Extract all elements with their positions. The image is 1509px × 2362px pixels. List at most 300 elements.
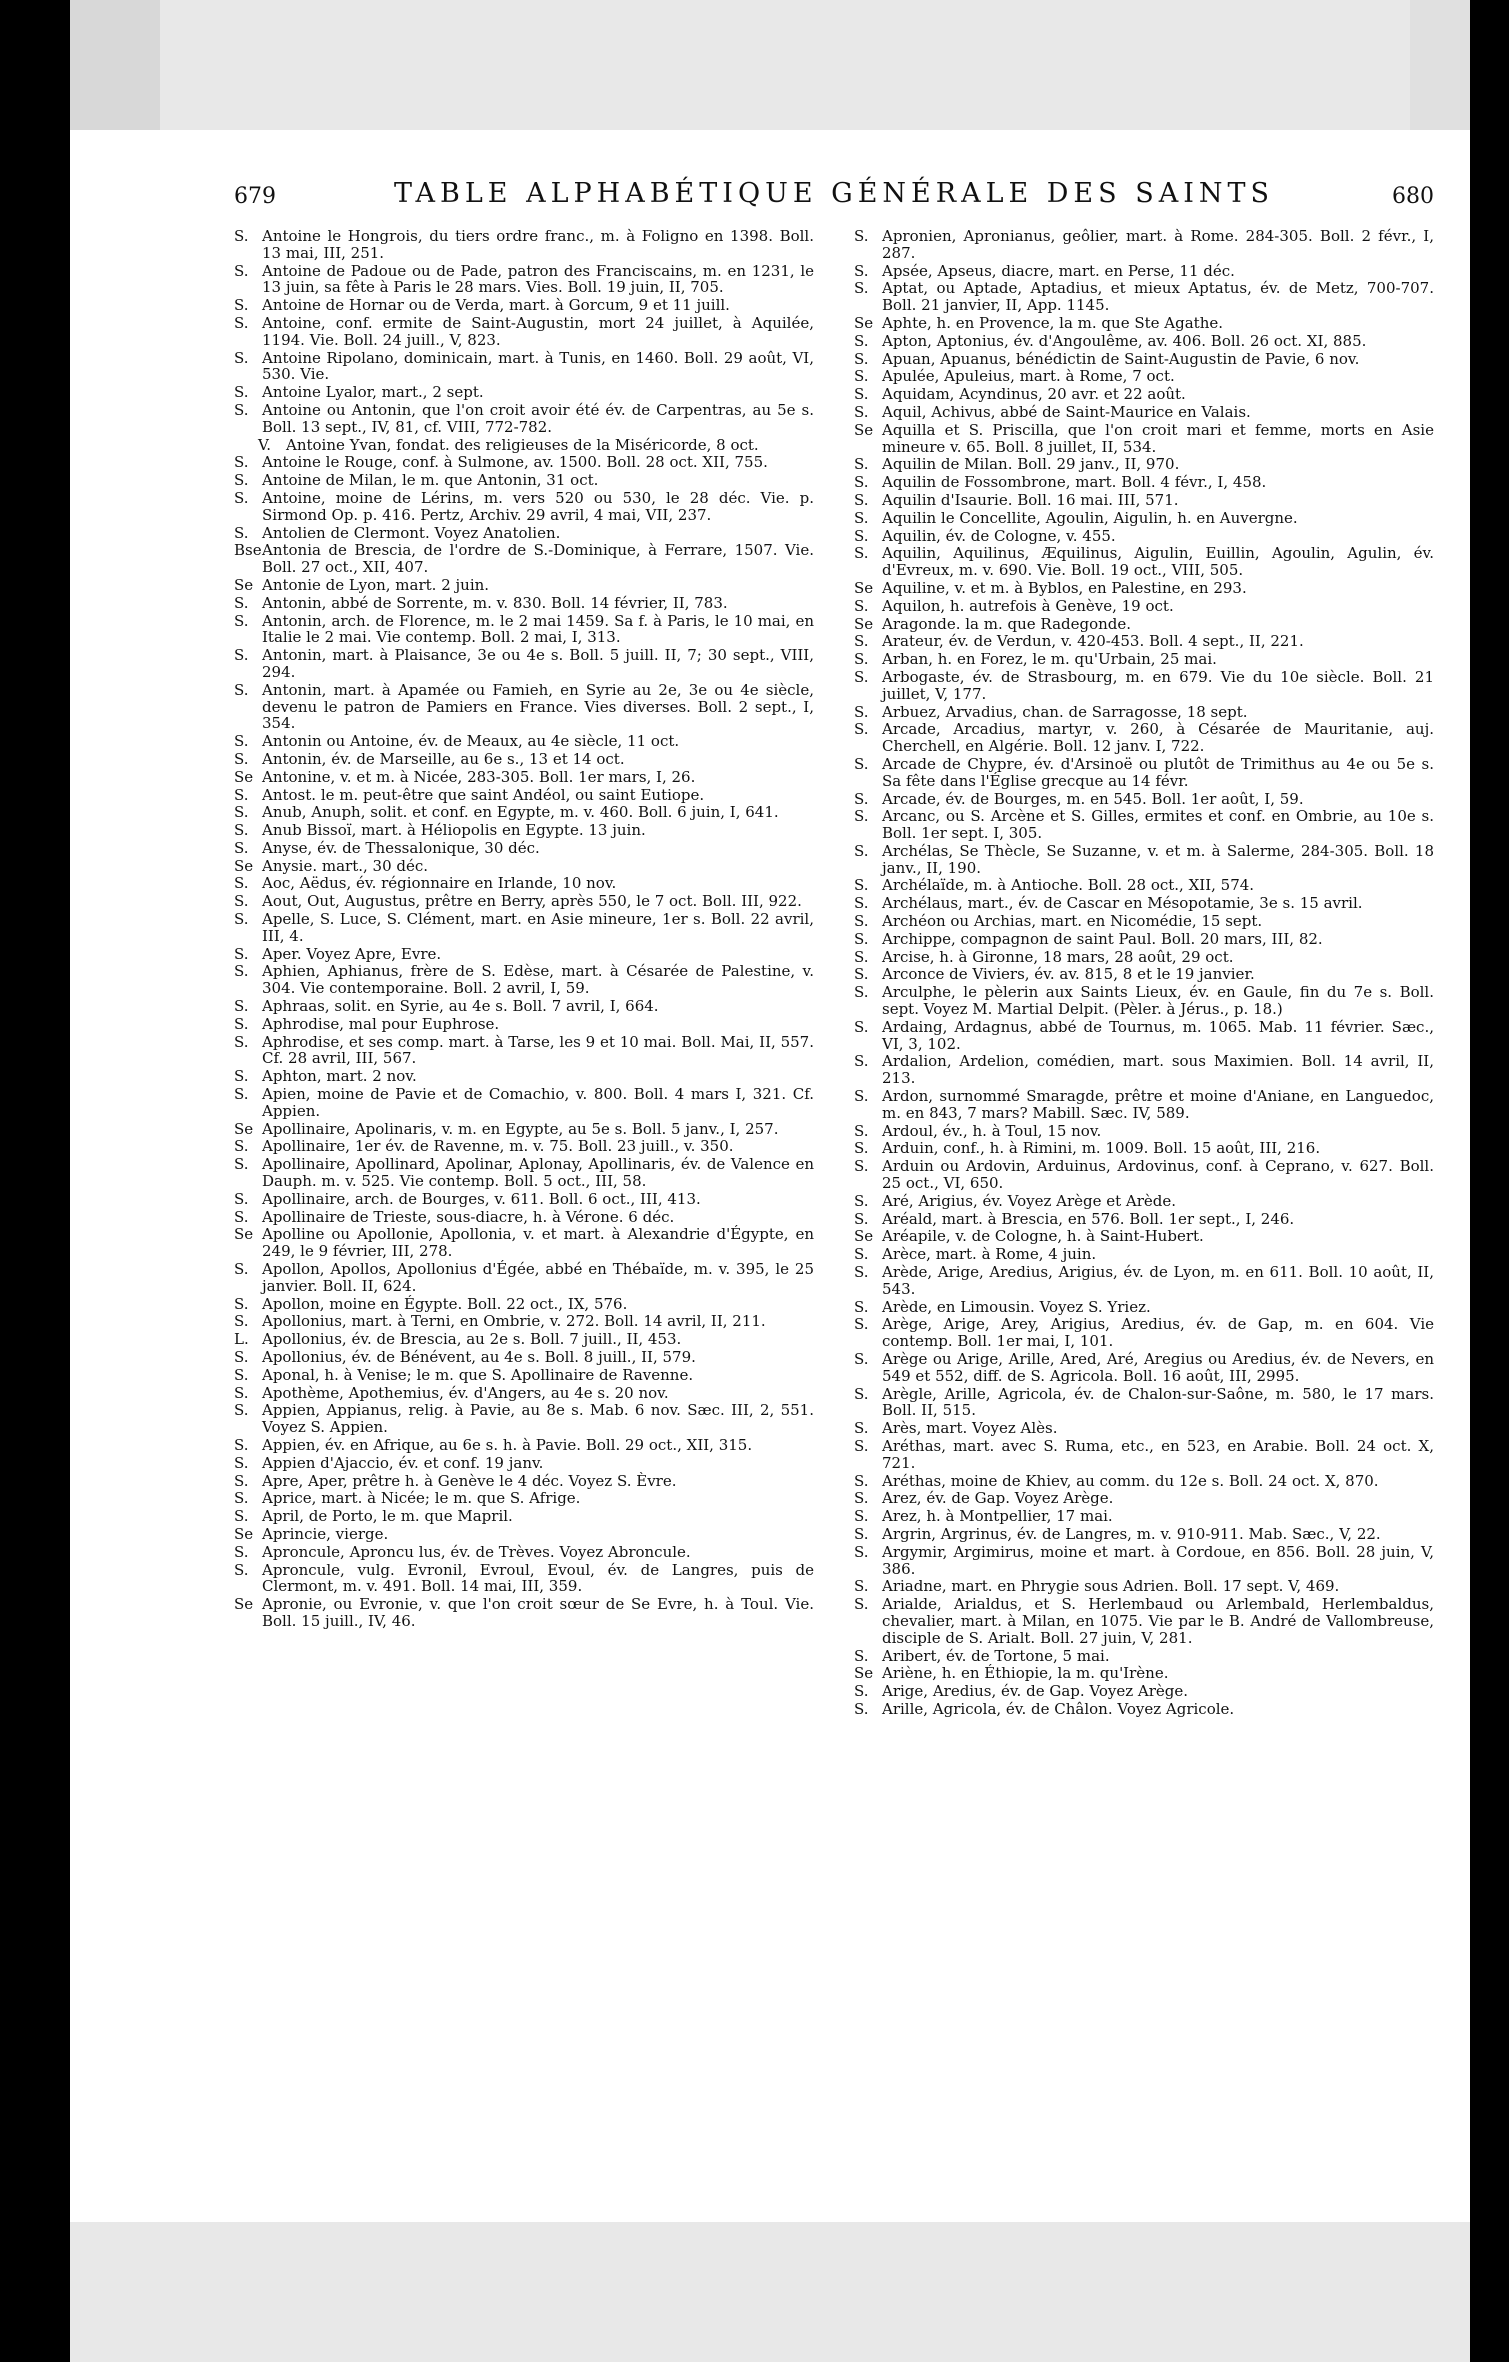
entry-prefix: S. [854,1507,869,1526]
entry-prefix: Se [854,614,874,633]
index-entry [234,804,814,821]
entry-text: Antonin, abbé de Sorrente, m. v. 830. Boll. 14 février, II, 783. [262,593,728,612]
index-entry [234,1349,814,1366]
entry-text: Antoine le Rouge, conf. à Sulmone, av. 1500. Boll. 28 oct. XII, 755. [262,453,768,472]
entry-text: Archélas, Se Thècle, Se Suzanne, v. et m. à Salerme, 284-305. Boll. 18 janv., II, 190. [882,841,1434,877]
entry-text: Aquilin de Milan. Boll. 29 janv., II, 970. [882,455,1180,474]
index-entry [234,1068,814,1085]
entry-text: Aquilin le Concellite, Agoulin, Aigulin, h. en Auvergne. [882,508,1298,527]
entry-prefix: S. [234,838,249,857]
entry-text: Anysie. mart., 30 déc. [262,856,429,875]
entry-text: Apien, moine de Pavie et de Comachio, v. 800. Boll. 4 mars I, 321. Cf. Appien. [262,1085,814,1120]
index-entry [234,1191,814,1208]
entry-text: Aréthas, moine de Khiev, au comm. du 12e s. Boll. 24 oct. X, 870. [882,1471,1379,1490]
entry-prefix: S. [854,490,869,509]
index-entry [854,1264,1434,1298]
entry-text: Arègle, Arille, Agricola, év. de Chalon-sur-Saône, m. 580, le 17 mars. Boll. II, 515. [882,1384,1434,1420]
index-entry [234,769,814,786]
entry-text: Aquilin de Fossombrone, mart. Boll. 4 févr., I, 458. [882,473,1267,492]
entry-text: Aphton, mart. 2 nov. [262,1067,417,1086]
index-entry [854,1316,1434,1350]
index-entry [234,1209,814,1226]
entry-text: Ariène, h. en Éthiopie, la m. qu'Irène. [882,1664,1169,1683]
index-entry [234,454,814,471]
entry-text: Aré, Arigius, év. Voyez Arège et Arède. [882,1191,1177,1210]
index-entry [854,598,1434,615]
entry-prefix: Se [854,1664,874,1683]
index-entry [854,1683,1434,1700]
entry-text: Aragonde. la m. que Radegonde. [882,614,1132,633]
entry-text: Apronie, ou Evronie, v. que l'on croit sœur de Se Evre, h. à Toul. Vie. Boll. 15 juill., IV, 46. [262,1595,814,1630]
entry-prefix: S. [854,1646,869,1665]
scan-top-border [70,0,1470,130]
entry-text: Aponal, h. à Venise; le m. que S. Apollinaire de Ravenne. [262,1365,694,1384]
entry-prefix: S. [854,1017,869,1036]
index-entry [234,595,814,612]
index-entry [854,333,1434,350]
index-entry [854,1526,1434,1543]
entry-prefix: S. [854,1297,869,1316]
entry-prefix: S. [234,1401,249,1420]
entry-text: Antonin, mart. à Plaisance, 3e ou 4e s. Boll. 5 juill. II, 7; 30 sept., VIII, 294. [262,646,814,681]
entry-prefix: S. [854,367,869,386]
entry-prefix: S. [854,1052,869,1071]
entry-text: Aquidam, Acyndinus, 20 avr. et 22 août. [882,385,1186,404]
index-entry [854,1490,1434,1507]
entry-text: Antoine, moine de Lérins, m. vers 520 ou 530, le 28 déc. Vie. p. Sirmond Op. p. 416. Pertz, Archiv. 29 avril, 4 mai, VII, 237. [262,488,814,524]
entry-text: Anyse, év. de Thessalonique, 30 déc. [262,838,540,857]
entry-text: April, de Porto, le m. que Mapril. [262,1507,513,1526]
index-entry [234,647,814,681]
entry-text: Antoine ou Antonin, que l'on croit avoir été év. de Carpentras, au 5e s. Boll. 13 sept., IV, 81, cf. VIII, 772-782. [262,400,814,436]
index-entry [234,911,814,945]
index-entry [854,1228,1434,1245]
index-entry [854,1158,1434,1192]
entry-prefix: Se [234,1524,254,1543]
index-entry [234,1313,814,1330]
entry-text: Arconce de Viviers, év. av. 815, 8 et le 19 janvier. [882,965,1255,984]
entry-prefix: S. [234,1155,249,1174]
entry-text: Anub, Anuph, solit. et conf. en Egypte, m. v. 460. Boll. 6 juin, I, 641. [262,803,779,822]
index-entry [234,893,814,910]
index-entry [854,949,1434,966]
entry-text: Antonine, v. et m. à Nicée, 283-305. Boll. 1er mars, I, 26. [262,767,696,786]
index-entry [234,1402,814,1436]
entry-text: Antonie de Lyon, mart. 2 juin. [262,575,490,594]
index-entry [234,733,814,750]
entry-text: Apollonius, mart. à Terni, en Ombrie, v. 272. Boll. 14 avril, II, 211. [262,1312,766,1331]
index-entry [234,228,814,262]
index-entry [234,263,814,297]
index-entry [234,1121,814,1138]
entry-text: Antoine, conf. ermite de Saint-Augustin, mort 24 juillet, à Aquilée, 1194. Vie. Boll. 24 juill., V, 823. [262,313,814,349]
index-entry [854,1211,1434,1228]
entry-text: Aquilla et S. Priscilla, que l'on croit mari et femme, morts en Asie mineure v. 65. Boll. 8 juillet, II, 534. [882,420,1434,456]
entry-prefix: S. [854,544,869,563]
index-entry [854,633,1434,650]
index-entry [234,1226,814,1260]
index-entry [854,492,1434,509]
index-entry [854,1648,1434,1665]
entry-prefix: Se [854,578,874,597]
entry-prefix: S. [854,1524,869,1543]
index-entry [854,263,1434,280]
entry-prefix: S. [234,261,249,280]
entry-prefix: S. [854,1682,869,1701]
entry-prefix: S. [854,720,869,739]
index-entry [234,1544,814,1561]
entry-text: Apollinaire, Apolinaris, v. m. en Egypte, au 5e s. Boll. 5 janv., I, 257. [262,1119,779,1138]
entry-text: Antonin ou Antoine, év. de Meaux, au 4e siècle, 11 oct. [262,732,680,751]
index-entry [854,474,1434,491]
index-entry [854,1299,1434,1316]
entry-text: Aréapile, v. de Cologne, h. à Saint-Hubert. [882,1227,1204,1246]
entry-text: Appien, Appianus, relig. à Pavie, au 8e s. Mab. 6 nov. Sæc. III, 2, 551. Voyez S. Appien. [262,1401,814,1437]
entry-prefix: S. [234,1383,249,1402]
index-entry [854,877,1434,894]
index-entry [234,1331,814,1348]
page-content [234,168,1434,2068]
entry-prefix: S. [854,1577,869,1596]
entry-text: Apothème, Apothemius, év. d'Angers, au 4e s. 20 nov. [262,1383,669,1402]
entry-text: Arcade, Arcadius, martyr, v. 260, à Césarée de Mauritanie, auj. Cherchell, en Algérie. Boll. 12 janv. I, 722. [882,720,1434,756]
entry-text: Apollinaire, 1er év. de Ravenne, m. v. 75. Boll. 23 juill., v. 350. [262,1137,734,1156]
entry-prefix: S. [854,1542,869,1561]
index-entry [854,280,1434,314]
entry-prefix: S. [854,754,869,773]
entry-text: Arcade, év. de Bourges, m. en 545. Boll. 1er août, I, 59. [882,789,1304,808]
entry-prefix: Se [234,767,254,786]
index-entry [854,1473,1434,1490]
entry-text: Argymir, Argimirus, moine et mart. à Cordoue, en 856. Boll. 28 juin, V, 386. [882,1542,1434,1578]
index-entry [854,368,1434,385]
entry-prefix: S. [234,1014,249,1033]
entry-text: Apollonius, év. de Brescia, au 2e s. Boll. 7 juill., II, 453. [262,1330,682,1349]
index-entry [234,1016,814,1033]
entry-prefix: S. [234,1137,249,1156]
entry-text: Archéon ou Archias, mart. en Nicomédie, 15 sept. [882,912,1263,931]
index-entry [854,351,1434,368]
entry-text: Apolline ou Apollonie, Apollonia, v. et mart. à Alexandrie d'Égypte, en 249, le 9 février, III, 278. [262,1225,814,1261]
entry-prefix: S. [234,1542,249,1561]
entry-prefix: S. [234,732,249,751]
index-entry [854,228,1434,262]
index-entry [854,1386,1434,1420]
index-entry [854,931,1434,948]
entry-text: Aprice, mart. à Nicée; le m. que S. Afrige. [262,1489,581,1508]
index-entry [234,542,814,576]
entry-prefix: S. [234,944,249,963]
index-entry [234,1455,814,1472]
entry-prefix: S. [234,1348,249,1366]
index-entry [854,386,1434,403]
index-entry [234,751,814,768]
index-entry [234,946,814,963]
entry-prefix: S. [234,1085,249,1104]
index-entry [854,1544,1434,1578]
index-entry [854,721,1434,755]
entry-text: Apulée, Apuleius, mart. à Rome, 7 oct. [882,367,1175,386]
index-entry [854,1140,1434,1157]
entry-prefix: S. [234,313,249,332]
entry-text: Arban, h. en Forez, le m. qu'Urbain, 25 mai. [882,650,1217,669]
entry-text: Arède, en Limousin. Voyez S. Yriez. [882,1297,1151,1316]
entry-prefix: S. [854,983,869,1002]
index-entry [854,1596,1434,1646]
entry-prefix: Se [854,313,874,332]
entry-prefix: S. [854,807,869,826]
entry-prefix: S. [854,279,869,298]
entry-prefix: S. [854,1384,869,1403]
index-entry [854,1508,1434,1525]
entry-text: Arège ou Arige, Arille, Ared, Aré, Aregius ou Aredius, év. de Nevers, en 549 et 552, diff. de S. Agricola. Boll. 16 août, III, 2995. [882,1350,1434,1385]
index-entry [854,1420,1434,1437]
entry-text: Apollinaire de Trieste, sous-diacre, h. à Vérone. 6 déc. [262,1207,675,1226]
entry-prefix: S. [854,596,869,615]
index-entry [854,651,1434,668]
index-entry [234,1596,814,1630]
entry-prefix: S. [854,632,869,651]
entry-text: Aribert, év. de Tortone, 5 mai. [882,1646,1110,1665]
entry-prefix: S. [854,402,869,421]
entry-text: Aquil, Achivus, abbé de Saint-Maurice en Valais. [882,402,1251,421]
index-entry [854,669,1434,703]
entry-prefix: S. [854,455,869,474]
index-entry [854,616,1434,633]
entry-prefix: S. [854,667,869,686]
scan-bottom-border [70,2222,1470,2362]
entry-text: Apollon, Apollos, Apollonius d'Égée, abbé en Thébaïde, m. v. 395, le 25 janvier. Boll. II, 624. [262,1260,814,1295]
index-entry [234,490,814,524]
entry-text: Antoine Lyalor, mart., 2 sept. [262,383,484,402]
index-entry [234,1156,814,1190]
entry-prefix: S. [234,488,249,507]
entry-prefix: S. [234,1453,249,1472]
index-entry [234,1526,814,1543]
index-entry [854,913,1434,930]
entry-prefix: S. [854,385,869,404]
page-number-right: 680 [1392,184,1434,209]
entry-text: Arduin, conf., h. à Rimini, m. 1009. Boll. 15 août, III, 216. [882,1139,1321,1158]
entry-prefix: S. [854,912,869,931]
entry-prefix: S. [854,227,869,245]
entry-text: Antoine de Padoue ou de Pade, patron des Franciscains, m. en 1231, le 13 juin, sa fête à Paris le 28 mars. Vies. Boll. 19 juin, II, 705. [262,261,814,297]
entry-prefix: S. [854,1245,869,1264]
entry-text: Aproncule, vulg. Evronil, Evroul, Evoul, év. de Langres, puis de Clermont, m. v. 491. Boll. 14 mai, III, 359. [262,1560,814,1596]
entry-prefix: S. [854,1157,869,1176]
index-entry [854,528,1434,545]
entry-text: Arcade de Chypre, év. d'Arsinoë ou plutôt de Trimithus au 4e ou 5e s. Sa fête dans l'Église grecque au 14 févr. [882,754,1434,790]
entry-text: Arille, Agricola, év. de Châlon. Voyez Agricole. [882,1699,1235,1718]
index-entry [234,402,814,436]
entry-text: Antonin, mart. à Apamée ou Famieh, en Syrie au 2e, 3e ou 4e siècle, devenu le patron de Pamiers en France. Vies diverses. Boll. 2 sept., I, 354. [262,680,814,733]
entry-text: Arège, Arige, Arey, Arigius, Aredius, év. de Gap, m. en 604. Vie contemp. Boll. 1er mai, I, 101. [882,1315,1434,1351]
scan-right-border [1410,0,1470,130]
entry-prefix: S. [234,611,249,630]
entry-text: Aquilin d'Isaurie. Boll. 16 mai. III, 571. [882,490,1179,509]
entry-text: Arculphe, le pèlerin aux Saints Lieux, év. en Gaule, fin du 7e s. Boll. sept. Voyez M. Martial Delpit. (Pèler. à Jérus., p. 18.) [882,983,1434,1019]
entry-prefix: S. [234,1312,249,1331]
entry-prefix: S. [854,261,869,280]
entry-text: Apre, Aper, prêtre h. à Genève le 4 déc. Voyez S. Èvre. [262,1471,677,1490]
entry-prefix: Se [234,1225,254,1244]
index-entry [234,384,814,401]
entry-prefix: S. [234,785,249,804]
entry-text: Apronien, Apronianus, geôlier, mart. à Rome. 284-305. Boll. 2 févr., I, 287. [882,227,1434,262]
index-entry [234,1562,814,1596]
index-entry [854,1019,1434,1053]
index-entry [854,1578,1434,1595]
entry-text: Aphte, h. en Provence, la m. que Ste Agathe. [882,313,1223,332]
index-entry [234,437,814,454]
entry-text: Arcanc, ou S. Arcène et S. Gilles, ermites et conf. en Ombrie, au 10e s. Boll. 1er sept. I, 305. [882,807,1434,843]
index-entry [854,756,1434,790]
entry-text: Apelle, S. Luce, S. Clément, mart. en Asie mineure, 1er s. Boll. 22 avril, III, 4. [262,910,814,945]
entry-prefix: S. [234,1560,249,1579]
entry-prefix: V. [258,435,271,454]
index-entry [234,1437,814,1454]
entry-prefix: S. [854,894,869,913]
entry-prefix: S. [234,962,249,981]
entry-prefix: Bse [234,541,262,560]
entry-prefix: S. [234,910,249,929]
entry-text: Aquilin, Aquilinus, Æquilinus, Aigulin, Euillin, Agoulin, Agulin, év. d'Evreux, m. v. 690. Vie. Boll. 19 oct., VIII, 505. [882,544,1434,580]
entry-prefix: S. [234,1435,249,1454]
entry-prefix: S. [234,646,249,665]
index-entry [234,1473,814,1490]
entry-prefix: S. [854,1595,869,1614]
index-entry [234,350,814,384]
entry-text: Aprincie, vierge. [262,1524,389,1543]
index-entry [854,510,1434,527]
entry-text: Arèce, mart. à Rome, 4 juin. [882,1245,1097,1264]
entry-text: Antolien de Clermont. Voyez Anatolien. [262,523,561,542]
index-entry [854,422,1434,456]
entry-text: Antoine de Hornar ou de Verda, mart. à Gorcum, 9 et 11 juill. [262,296,730,315]
entry-text: Arez, h. à Montpellier, 17 mai. [882,1507,1113,1526]
entry-text: Antonin, év. de Marseille, au 6e s., 13 et 14 oct. [262,749,625,768]
index-entry [234,858,814,875]
entry-text: Ardoul, év., h. à Toul, 15 nov. [882,1121,1102,1140]
entry-text: Argrin, Argrinus, év. de Langres, m. v. 910-911. Mab. Sæc., V, 22. [882,1524,1381,1543]
entry-text: Antonin, arch. de Florence, m. le 2 mai 1459. Sa f. à Paris, le 10 mai, en Italie le 2 mai. Vie contemp. Boll. 2 mai, I, 313. [262,611,814,647]
index-entry [854,704,1434,721]
index-entry [854,1193,1434,1210]
entry-text: Aoc, Aëdus, év. régionnaire en Irlande, 10 nov. [262,874,617,893]
entry-prefix: S. [854,1209,869,1228]
entry-text: Appien d'Ajaccio, év. et conf. 19 janv. [262,1453,544,1472]
entry-text: Aper. Voyez Apre, Evre. [262,944,442,963]
index-entry [234,297,814,314]
entry-text: Arialde, Arialdus, et S. Herlembaud ou Arlembald, Herlembaldus, chevalier, mart. à Milan, en 1075. Vie par le B. André de Vallombreuse, disciple de S. Arialt. Boll. 27 juin, V, 281. [882,1595,1434,1647]
index-entry [854,456,1434,473]
entry-prefix: S. [234,821,249,840]
entry-prefix: S. [234,227,249,245]
index-entry [234,315,814,349]
entry-prefix: S. [854,1139,869,1158]
index-entry [234,1367,814,1384]
index-entry [854,1665,1434,1682]
entry-text: Aphrodise, et ses comp. mart. à Tarse, les 9 et 10 mai. Boll. Mai, II, 557. Cf. 28 avril, III, 567. [262,1032,814,1068]
entry-prefix: S. [854,1191,869,1210]
entry-text: Aptat, ou Aptade, Aptadius, et mieux Aptatus, év. de Metz, 700-707. Boll. 21 janvier, II, App. 1145. [882,279,1434,315]
entry-text: Aphien, Aphianus, frère de S. Edèse, mart. à Césarée de Palestine, v. 304. Vie contemporaine. Boll. 2 avril, I, 59. [262,962,814,998]
index-entry [234,1138,814,1155]
entry-prefix: S. [234,1365,249,1384]
entry-prefix: S. [854,331,869,350]
entry-text: Arède, Arige, Aredius, Arigius, év. de Lyon, m. en 611. Boll. 10 août, II, 543. [882,1263,1434,1298]
entry-text: Ariadne, mart. en Phrygie sous Adrien. Boll. 17 sept. V, 469. [882,1577,1340,1596]
entry-text: Apton, Aptonius, év. d'Angoulême, av. 406. Boll. 26 oct. XI, 885. [882,331,1367,350]
index-entry [234,787,814,804]
entry-prefix: S. [854,473,869,492]
entry-text: Ardaing, Ardagnus, abbé de Tournus, m. 1065. Mab. 11 février. Sæc., VI, 3, 102. [882,1017,1434,1053]
entry-prefix: S. [854,1699,869,1718]
entry-prefix: S. [234,1032,249,1051]
entry-prefix: S. [234,997,249,1016]
entry-prefix: S. [854,789,869,808]
entry-prefix: Se [234,575,254,594]
entry-prefix: S. [854,526,869,545]
entry-prefix: S. [234,523,249,542]
entry-prefix: L. [234,1330,249,1349]
index-entry [234,1034,814,1068]
entry-prefix: S. [234,453,249,472]
entry-text: Antoine de Milan, le m. que Antonin, 31 oct. [262,471,599,490]
entry-prefix: S. [854,947,869,966]
entry-text: Aquiline, v. et m. à Byblos, en Palestine, en 293. [882,578,1247,597]
index-entry [854,545,1434,579]
index-entry [234,875,814,892]
index-entry [854,1246,1434,1263]
entry-text: Aquilin, év. de Cologne, v. 455. [882,526,1116,545]
index-entry [234,963,814,997]
entry-prefix: S. [854,650,869,669]
index-entry [854,315,1434,332]
entry-prefix: S. [854,1350,869,1368]
entry-text: Apuan, Apuanus, bénédictin de Saint-Augustin de Pavie, 6 nov. [882,349,1360,368]
entry-text: Aréthas, mart. avec S. Ruma, etc., en 523, en Arabie. Boll. 24 oct. X, 721. [882,1436,1434,1472]
index-entry [854,895,1434,912]
entry-prefix: S. [234,1471,249,1490]
entry-text: Apollinaire, arch. de Bourges, v. 611. Boll. 6 oct., III, 413. [262,1189,701,1208]
index-entry [854,843,1434,877]
entry-prefix: S. [854,508,869,527]
entry-prefix: S. [854,349,869,368]
index-entry [854,1701,1434,1718]
entry-prefix: S. [854,929,869,948]
entry-prefix: Se [854,420,874,439]
entry-text: Arbogaste, év. de Strasbourg, m. en 679. Vie du 10e siècle. Boll. 21 juillet, V, 177. [882,667,1434,703]
right-column [854,228,1434,1719]
entry-prefix: S. [854,702,869,721]
entry-prefix: S. [234,1067,249,1086]
index-entry [854,404,1434,421]
entry-prefix: S. [234,1260,249,1279]
index-entry [234,1296,814,1313]
entry-text: Ardalion, Ardelion, comédien, mart. sous Maximien. Boll. 14 avril, II, 213. [882,1052,1434,1088]
entry-text: Arcise, h. à Gironne, 18 mars, 28 août, 29 oct. [882,947,1234,966]
entry-prefix: S. [234,383,249,402]
index-entry [234,1385,814,1402]
entry-text: Antonia de Brescia, de l'ordre de S.-Dominique, à Ferrare, 1507. Vie. Boll. 27 oct., XII, 407. [262,541,814,577]
index-entry [234,682,814,732]
entry-text: Arduin ou Ardovin, Arduinus, Ardovinus, conf. à Ceprano, v. 627. Boll. 25 oct., VI, 650. [882,1157,1434,1193]
entry-text: Ardon, surnommé Smaragde, prêtre et moine d'Aniane, en Languedoc, m. en 843, 7 mars? Mabill. Sæc. IV, 589. [882,1087,1434,1122]
entry-prefix: Se [234,1119,254,1138]
entry-prefix: S. [234,749,249,768]
entry-text: Archélaus, mart., év. de Cascar en Mésopotamie, 3e s. 15 avril. [882,894,1363,913]
